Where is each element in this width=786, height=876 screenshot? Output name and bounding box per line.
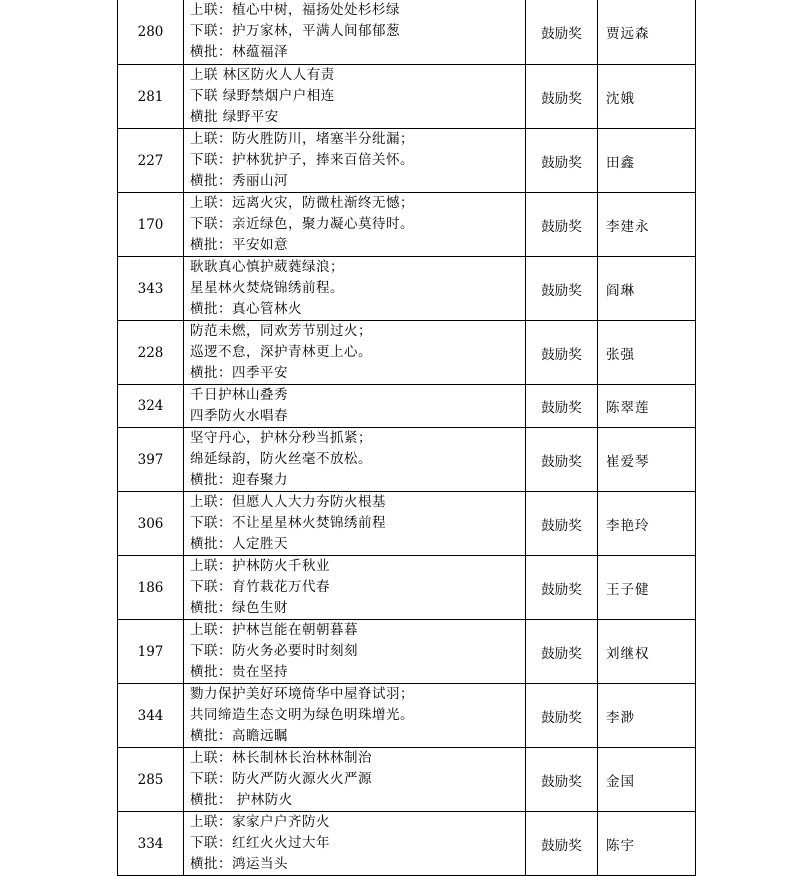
- couplet-line: 下联：防火严防火源火火严源: [190, 771, 372, 787]
- couplet-line: 坚守丹心，护林分秒当抓紧；: [190, 430, 372, 446]
- award-level: 鼓励奖: [526, 556, 598, 620]
- entry-number: 344: [118, 684, 184, 748]
- author-name: 陈宇: [598, 812, 696, 876]
- award-level: 鼓励奖: [526, 684, 598, 748]
- couplet-line: 上联：护林岂能在朝朝暮暮: [190, 622, 358, 638]
- couplet-line: 下联：红红火火过大年: [190, 835, 330, 851]
- award-level: 鼓励奖: [526, 620, 598, 684]
- author-name: 王子健: [598, 556, 696, 620]
- couplet-line: 下联：亲近绿色，聚力凝心莫待时。: [190, 216, 414, 232]
- author-name: 金国: [598, 748, 696, 812]
- couplet-line: 共同缔造生态文明为绿色明珠增光。: [190, 707, 414, 723]
- table-row: [118, 684, 696, 748]
- entry-number: 197: [118, 620, 184, 684]
- author-name: 贾远森: [598, 0, 696, 65]
- couplet-line: 横批：林蕴福泽: [190, 44, 288, 60]
- couplet-line: 下联：护万家林，平满人间郁郁葱: [190, 23, 400, 39]
- author-name: 田鑫: [598, 129, 696, 193]
- table-row: [118, 428, 696, 492]
- couplet-text: [184, 129, 526, 193]
- award-level: 鼓励奖: [526, 321, 598, 385]
- couplet-line: 防范未燃，同欢芳节别过火；: [190, 323, 372, 339]
- couplet-line: 千日护林山叠秀: [190, 387, 288, 403]
- table-row: [118, 193, 696, 257]
- table-row: [118, 748, 696, 812]
- award-level: 鼓励奖: [526, 129, 598, 193]
- couplet-line: 绵延绿韵，防火丝毫不放松。: [190, 451, 372, 467]
- couplet-line: 横批 绿野平安: [190, 109, 279, 125]
- entry-number: 306: [118, 492, 184, 556]
- couplet-line: 下联 绿野禁烟户户相连: [190, 88, 335, 104]
- couplet-text: [184, 556, 526, 620]
- couplet-text: [184, 0, 526, 65]
- author-name: 崔爱琴: [598, 428, 696, 492]
- couplet-text: [184, 193, 526, 257]
- couplet-line: 上联：家家户户齐防火: [190, 814, 330, 830]
- table-row: [118, 65, 696, 129]
- couplet-text: [184, 385, 526, 428]
- couplet-line: 耿耿真心慎护葳蕤绿浪；: [190, 259, 344, 275]
- table-row: [118, 812, 696, 876]
- couplet-line: 横批：迎春聚力: [190, 472, 288, 488]
- author-name: 张强: [598, 321, 696, 385]
- entry-number: 343: [118, 257, 184, 321]
- couplet-line: 巡逻不怠，深护青林更上心。: [190, 344, 372, 360]
- author-name: 刘继权: [598, 620, 696, 684]
- entry-number: 227: [118, 129, 184, 193]
- entry-number: 281: [118, 65, 184, 129]
- couplet-line: 上联：林长制林长治林林制治: [190, 750, 372, 766]
- author-name: 阎琳: [598, 257, 696, 321]
- award-level: 鼓励奖: [526, 385, 598, 428]
- award-level: 鼓励奖: [526, 257, 598, 321]
- couplet-text: [184, 257, 526, 321]
- author-name: 李渺: [598, 684, 696, 748]
- couplet-line: 四季防火水唱春: [190, 408, 288, 424]
- table-row: [118, 321, 696, 385]
- couplet-line: 下联：育竹栽花万代春: [190, 579, 330, 595]
- entry-number: 280: [118, 0, 184, 65]
- table-body: [118, 0, 696, 876]
- couplet-line: 横批：鸿运当头: [190, 856, 288, 872]
- entry-number: 186: [118, 556, 184, 620]
- couplet-text: [184, 748, 526, 812]
- author-name: 李艳玲: [598, 492, 696, 556]
- award-level: 鼓励奖: [526, 748, 598, 812]
- couplet-line: 下联：防火务必要时时刻刻: [190, 643, 358, 659]
- couplet-line: 勠力保护美好环境倚华中屋脊试羽；: [190, 686, 414, 702]
- couplet-line: 上联 林区防火人人有责: [190, 67, 335, 83]
- author-name: 沈娥: [598, 65, 696, 129]
- couplet-line: 横批：真心管林火: [190, 301, 302, 317]
- table-row: [118, 129, 696, 193]
- couplet-line: 下联：不让星星林火焚锦绣前程: [190, 515, 386, 531]
- table-row: [118, 556, 696, 620]
- entry-number: 324: [118, 385, 184, 428]
- table-row: [118, 0, 696, 65]
- couplet-line: 星星林火焚烧锦绣前程。: [190, 280, 344, 296]
- table-row: [118, 257, 696, 321]
- table-row: [118, 492, 696, 556]
- award-level: 鼓励奖: [526, 65, 598, 129]
- entry-number: 285: [118, 748, 184, 812]
- couplet-line: 横批：平安如意: [190, 237, 288, 253]
- couplet-line: 横批：四季平安: [190, 365, 288, 381]
- couplet-text: [184, 492, 526, 556]
- couplet-text: [184, 620, 526, 684]
- couplet-text: [184, 428, 526, 492]
- couplet-line: 上联：远离火灾，防微杜渐终无憾；: [190, 195, 414, 211]
- award-level: 鼓励奖: [526, 428, 598, 492]
- couplet-line: 横批：贵在坚持: [190, 664, 288, 680]
- couplet-text: [184, 684, 526, 748]
- award-level: 鼓励奖: [526, 492, 598, 556]
- entry-number: 228: [118, 321, 184, 385]
- entry-number: 334: [118, 812, 184, 876]
- author-name: 李建永: [598, 193, 696, 257]
- couplet-line: 上联：防火胜防川，堵塞半分纰漏；: [190, 131, 414, 147]
- couplet-text: [184, 321, 526, 385]
- couplet-line: 横批：高瞻远瞩: [190, 728, 288, 744]
- couplet-awards-table: [117, 0, 696, 876]
- award-level: 鼓励奖: [526, 0, 598, 65]
- couplet-line: 横批：秀丽山河: [190, 173, 288, 189]
- table-row: [118, 620, 696, 684]
- table-row: [118, 385, 696, 428]
- couplet-line: 上联：但愿人人大力夯防火根基: [190, 494, 386, 510]
- entry-number: 170: [118, 193, 184, 257]
- award-level: 鼓励奖: [526, 193, 598, 257]
- couplet-text: [184, 65, 526, 129]
- award-level: 鼓励奖: [526, 812, 598, 876]
- couplet-line: 横批：人定胜天: [190, 536, 288, 552]
- couplet-line: 横批：绿色生财: [190, 600, 288, 616]
- couplet-line: 上联：植心中树，福扬处处杉杉绿: [190, 2, 400, 18]
- author-name: 陈翠莲: [598, 385, 696, 428]
- couplet-line: 横批： 护林防火: [190, 792, 293, 808]
- couplet-line: 上联：护林防火千秋业: [190, 558, 330, 574]
- couplet-line: 下联：护林犹护子，捧来百倍关怀。: [190, 152, 414, 168]
- entry-number: 397: [118, 428, 184, 492]
- couplet-text: [184, 812, 526, 876]
